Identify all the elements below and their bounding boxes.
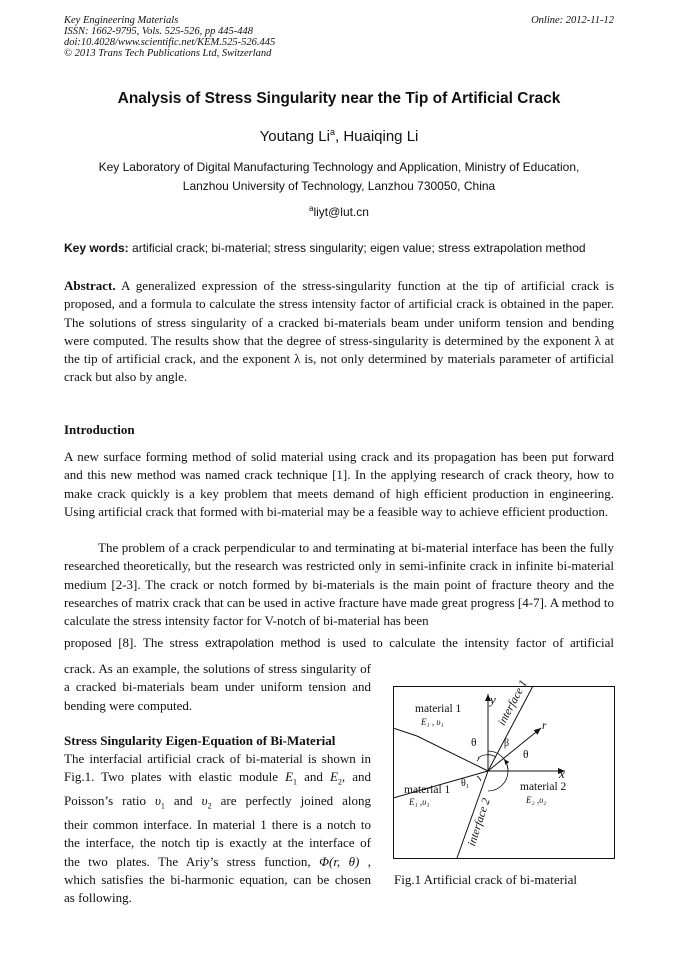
section-2-line-8: as following. [64,890,132,906]
section-2-line-4: their common interface. In material 1 there is a notch to [64,817,371,833]
x-axis-label: x [559,766,565,781]
theta1-label: θ₁ [461,778,470,789]
journal-name: Key Engineering Materials [64,15,179,26]
section-2-line-3: Poisson’s ratio $\upsilon_1$ and $\upsilon_2$ are perfectly joined along [64,793,371,811]
proposed-text-a: proposed [8]. The stress [64,635,206,650]
author-1-superscript: a [329,127,335,137]
section-2-body [64,750,371,908]
section-2-heading: Stress Singularity Eigen-Equation of Bi-Material [64,733,336,748]
nu1-symbol: υ [154,793,161,809]
material-2-label: material 2 [520,781,567,793]
email-address: liyt@lut.cn [313,205,369,219]
introduction-heading: Introduction [64,422,135,437]
phi-function: Φ(r, θ) [319,853,360,869]
authors [0,127,678,145]
introduction-paragraph-3: crack. As an example, the solutions of stress singularity of a cracked bi-materials beam under uniform tension and bending were computed. [64,661,371,713]
theta-upper-arc [477,758,479,761]
abstract-label: Abstract. [64,278,116,293]
e2-symbol: E [329,769,338,785]
r-vector [488,728,541,771]
y-axis-label: y [490,692,496,707]
introduction-line-proposed [64,634,614,652]
material-1-top-props: E₁ , υ₁ [421,717,444,727]
material-1-bottom-label: material 1 [404,784,451,796]
keywords [64,241,624,255]
section-2-line-7: which satisfies the bi-harmonic equation, can be chosen [64,871,371,887]
doi-line: doi:10.4028/www.scientific.net/KEM.525-526.445 [64,37,276,48]
email-superscript: a [309,204,314,213]
proposed-text-c: is used to calculate the intensity factor of artificial [320,635,614,650]
introduction-paragraph-1: A new surface forming method of solid material using crack and its propagation has been put forward and this new method was named crack technique [1]. In the applying research of crack theory, how to make crack quickly is a key problem that meets demand of high efficient production in engineering. Using artificial crack that formed with bi-material may be a feasible way to achieve efficient production. [64,449,614,519]
introduction-paragraph-2: The problem of a crack perpendicular to and terminating at bi-material interface has been the fully researched theoretically, but the research was restricted only in semi-infinite crack in infinite bi-material medium [2-3]. The crack or notch formed by bi-materials is the main point of fracture theory and the researches of matrix crack that can be used in active fracture have made great progress [4-7]. A method to calculate the stress intensity factor for V-notch of bi-material has been [64,540,614,629]
theta-label-left: θ [471,737,477,749]
material-1-top-label: material 1 [415,703,462,715]
nu2-symbol: υ [201,793,208,809]
section-2-line-5: the interface, the notch tip is exactly at the interface of [64,835,371,851]
author-1: Youtang Li [259,128,330,145]
keywords-text: artificial crack; bi-material; stress singularity; eigen value; stress extrapolation method [128,241,586,255]
copyright-line: © 2013 Trans Tech Publications Ltd, Switzerland [64,48,272,59]
paper-title: Analysis of Stress Singularity near the Tip of Artificial Crack [117,90,561,107]
affiliation-line-1: Key Laboratory of Digital Manufacturing Technology and Application, Ministry of Education, [98,160,580,174]
keywords-label: Key words: [64,241,129,255]
beta-arc [478,755,496,758]
theta-label-right: θ [523,749,529,761]
proposed-text-b: extrapolation method [205,636,321,650]
interface-1-label: interface 1 [496,678,530,728]
beta-label: β [504,738,510,749]
author-rest: , Huaiqing Li [334,128,419,145]
email [0,204,678,219]
e1-symbol: E [285,769,294,785]
online-date: Online: 2012-11-12 [531,15,614,26]
abstract [64,277,614,387]
theta1-arc [477,776,481,781]
section-2-line-2: Fig.1. Two plates with elastic module $E_1$ and $E_2$, and [64,769,371,787]
material-2-props: E₂ ,υ₂ [526,795,547,805]
notch-upper-edge [393,728,488,771]
r-label: r [542,720,547,732]
issn-line: ISSN: 1662-9795, Vols. 525-526, pp 445-448 [64,26,253,37]
figure-1 [393,678,615,859]
affiliation [60,158,618,196]
section-2-line-6: the two plates. The Ariy’s stress function, Φ(r, θ) , [64,853,371,869]
abstract-text: A generalized expression of the stress-singularity function at the tip of artificial crack is proposed, and a formula to calculate the stress intensity factor of artificial crack is obtained in the paper. The solutions of stress singularity of a cracked bi-materials beam under uniform tension and bending were computed. The results show that the degree of stress-singularity is determined by the exponent λ at the tip of artificial crack, and the exponent λ is, not only determined by materials parameter of artificial crack but also by angle. [64,278,614,385]
section-2-line-1: The interfacial artificial crack of bi-material is shown in [64,751,371,766]
material-1-bottom-props: E₁ ,υ₁ [409,797,430,807]
interface-2-label: interface 2 [466,796,493,848]
journal-header [64,15,275,59]
figure-1-caption: Fig.1 Artificial crack of bi-material [394,872,578,887]
affiliation-line-2: Lanzhou University of Technology, Lanzhou 730050, China [182,179,496,193]
